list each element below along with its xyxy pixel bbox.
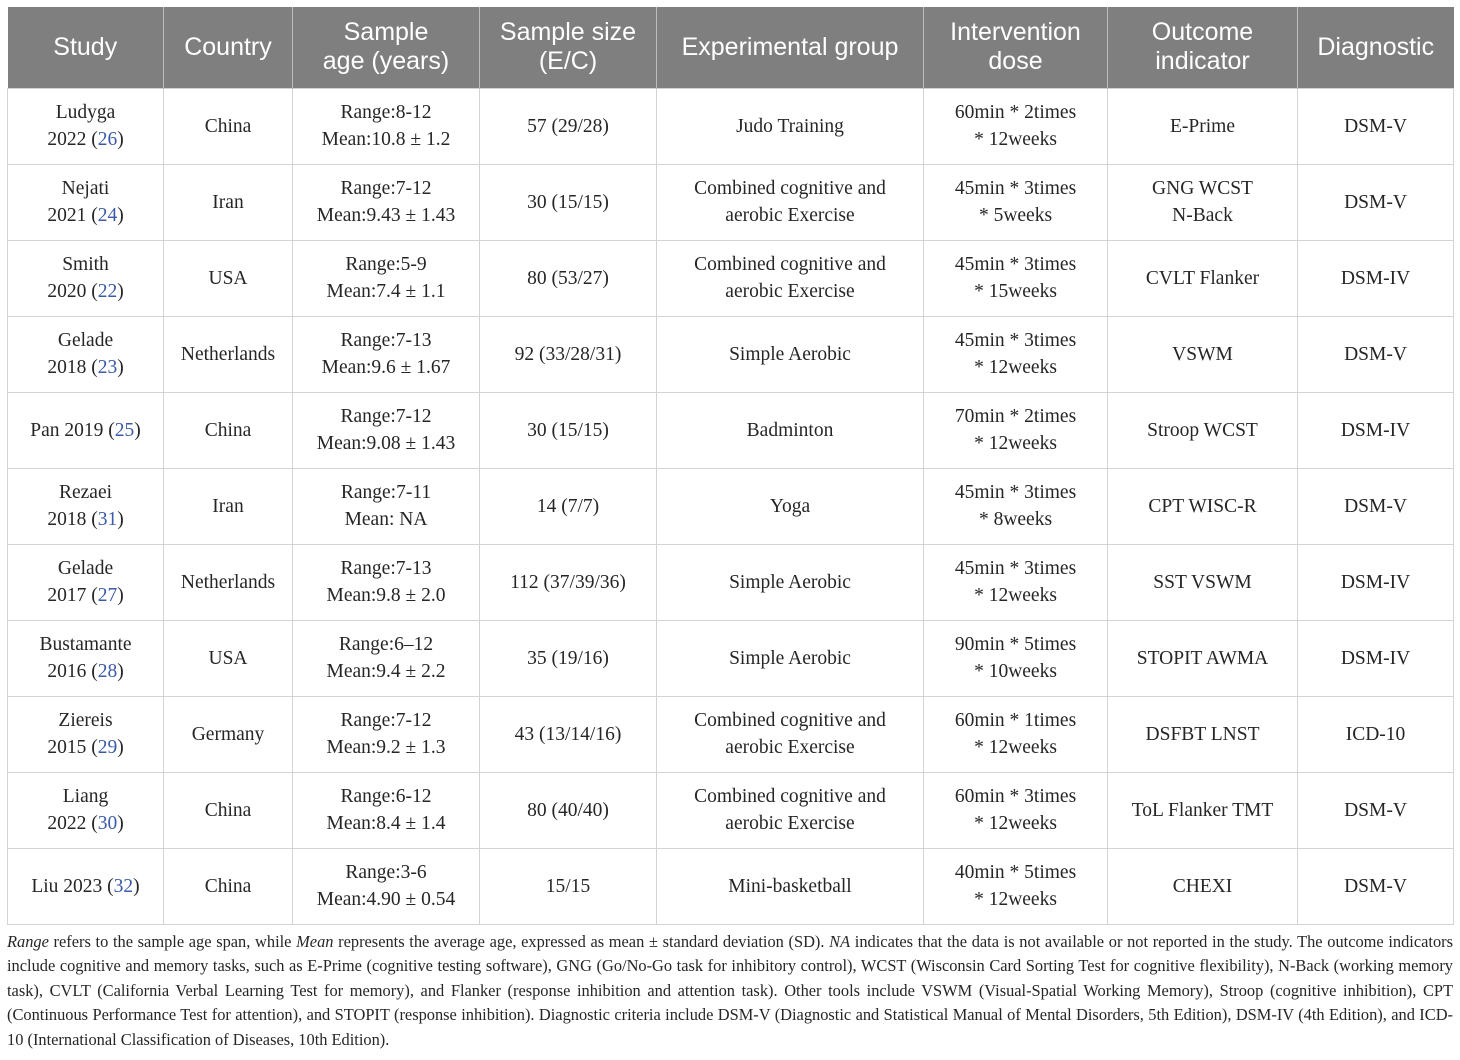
country-cell: Iran — [164, 468, 293, 544]
sample-age-cell — [293, 620, 480, 696]
age-range: Range:8-12 — [340, 102, 432, 123]
study-year-line — [14, 734, 157, 761]
dose-line: 45min * 3times — [954, 254, 1077, 275]
age-range: Range:5-9 — [345, 254, 427, 275]
reference-link[interactable]: 30 — [97, 813, 118, 834]
sample-age-cell — [293, 240, 480, 316]
experimental-group-line: aerobic Exercise — [725, 205, 855, 226]
diagnostic-cell: DSM-V — [1298, 88, 1454, 164]
outcome-indicator-cell — [1108, 772, 1298, 848]
sample-size-cell: 92 (33/28/31) — [480, 316, 657, 392]
outcome-indicator-cell — [1108, 164, 1298, 240]
country-cell: China — [164, 392, 293, 468]
study-author: Liang — [62, 786, 109, 807]
intervention-dose-cell — [924, 696, 1108, 772]
sample-age-cell — [293, 696, 480, 772]
study-year: Pan 2019 ( — [30, 419, 115, 441]
dose-line: 40min * 5times — [954, 862, 1077, 883]
country-cell: China — [164, 848, 293, 924]
sample-size-cell: 14 (7/7) — [480, 468, 657, 544]
study-author: Nejati — [61, 178, 110, 199]
dose-line: * 12weeks — [974, 585, 1057, 606]
study-year: 2022 ( — [47, 129, 98, 150]
experimental-group-line: Mini-basketball — [728, 875, 852, 897]
outcome-line: SST VSWM — [1153, 571, 1252, 593]
column-header-country: Country — [164, 7, 293, 88]
sample-size-cell: 80 (53/27) — [480, 240, 657, 316]
table-row — [8, 88, 1454, 164]
footnote-text-part: represents the average age, expressed as mean ± standard deviation (SD). — [333, 932, 830, 951]
experimental-group-cell — [657, 848, 924, 924]
sample-size-cell: 30 (15/15) — [480, 164, 657, 240]
sample-size-cell: 35 (19/16) — [480, 620, 657, 696]
footnote-range-term: Range — [7, 932, 49, 951]
outcome-indicator-cell — [1108, 848, 1298, 924]
study-year-line — [14, 873, 157, 900]
intervention-dose-cell — [924, 316, 1108, 392]
diagnostic-cell: DSM-V — [1298, 164, 1454, 240]
outcome-indicator-cell — [1108, 392, 1298, 468]
dose-line: 45min * 3times — [954, 178, 1077, 199]
table-body — [8, 88, 1454, 924]
study-year-line — [14, 278, 157, 305]
outcome-line: N-Back — [1172, 205, 1233, 226]
study-author: Ziereis — [58, 710, 113, 731]
experimental-group-line: Combined cognitive and — [694, 178, 886, 199]
country-cell: Germany — [164, 696, 293, 772]
age-range: Range:7-12 — [340, 406, 432, 427]
table-row — [8, 620, 1454, 696]
table-row — [8, 848, 1454, 924]
reference-close-paren: ) — [117, 585, 124, 606]
experimental-group-cell — [657, 240, 924, 316]
study-author: Smith — [62, 254, 109, 275]
dose-line: 45min * 3times — [954, 558, 1077, 579]
dose-line: * 12weeks — [974, 129, 1057, 150]
age-mean: Mean:4.90 ± 0.54 — [316, 889, 456, 910]
table-row — [8, 468, 1454, 544]
country-cell: China — [164, 772, 293, 848]
dose-line: * 15weeks — [974, 281, 1057, 302]
study-year: 2018 ( — [47, 357, 98, 378]
study-year: Liu 2023 ( — [31, 875, 114, 897]
sample-age-cell — [293, 468, 480, 544]
diagnostic-cell: DSM-V — [1298, 772, 1454, 848]
outcome-line: Stroop WCST — [1147, 419, 1258, 441]
sample-age-cell — [293, 164, 480, 240]
age-range: Range:7-13 — [340, 330, 432, 351]
age-mean: Mean:9.08 ± 1.43 — [316, 433, 456, 454]
diagnostic-cell: DSM-V — [1298, 316, 1454, 392]
dose-line: * 12weeks — [974, 433, 1057, 454]
outcome-line: CVLT Flanker — [1145, 267, 1260, 289]
experimental-group-line: Simple Aerobic — [729, 343, 851, 365]
country-cell: USA — [164, 240, 293, 316]
outcome-line: ToL Flanker TMT — [1131, 799, 1274, 821]
experimental-group-line: Judo Training — [736, 115, 844, 137]
study-cell — [8, 696, 164, 772]
sample-age-cell — [293, 848, 480, 924]
outcome-indicator-cell — [1108, 468, 1298, 544]
study-cell — [8, 88, 164, 164]
table-row — [8, 240, 1454, 316]
intervention-dose-cell — [924, 88, 1108, 164]
outcome-indicator-cell — [1108, 696, 1298, 772]
study-cell — [8, 772, 164, 848]
sample-size-cell: 30 (15/15) — [480, 392, 657, 468]
age-mean: Mean:9.2 ± 1.3 — [326, 737, 446, 758]
sample-size-cell: 43 (13/14/16) — [480, 696, 657, 772]
dose-line: * 10weeks — [974, 661, 1057, 682]
reference-link[interactable]: 32 — [113, 875, 134, 897]
reference-link[interactable]: 24 — [97, 205, 118, 226]
table-row — [8, 392, 1454, 468]
dose-line: * 12weeks — [974, 813, 1057, 834]
outcome-indicator-cell — [1108, 544, 1298, 620]
experimental-group-cell — [657, 316, 924, 392]
experimental-group-line: Combined cognitive and — [694, 254, 886, 275]
column-header-sample-age: Sample age (years) — [293, 7, 480, 88]
dose-line: 60min * 1times — [954, 710, 1077, 731]
dose-line: 45min * 3times — [954, 482, 1077, 503]
experimental-group-line: Yoga — [769, 495, 811, 517]
reference-close-paren: ) — [134, 419, 141, 441]
experimental-group-cell — [657, 544, 924, 620]
study-author: Ludyga — [55, 102, 116, 123]
study-year-line — [14, 126, 157, 153]
experimental-group-cell — [657, 88, 924, 164]
age-mean: Mean:9.4 ± 2.2 — [326, 661, 446, 682]
study-author: Gelade — [57, 558, 114, 579]
outcome-indicator-cell — [1108, 240, 1298, 316]
experimental-group-line: Combined cognitive and — [694, 710, 886, 731]
header-row — [8, 7, 1454, 88]
age-mean: Mean:9.6 ± 1.67 — [321, 357, 451, 378]
intervention-dose-cell — [924, 240, 1108, 316]
table-row — [8, 164, 1454, 240]
study-year-line — [14, 658, 157, 685]
study-cell — [8, 544, 164, 620]
intervention-dose-cell — [924, 164, 1108, 240]
reference-close-paren: ) — [117, 129, 124, 150]
study-year-line — [14, 810, 157, 837]
sample-age-cell — [293, 316, 480, 392]
age-mean: Mean:10.8 ± 1.2 — [321, 129, 451, 150]
study-year-line — [14, 417, 157, 444]
dose-line: * 8weeks — [978, 509, 1053, 530]
reference-link[interactable]: 26 — [97, 129, 118, 150]
reference-link[interactable]: 25 — [114, 419, 135, 441]
reference-link[interactable]: 27 — [97, 585, 118, 606]
intervention-dose-cell — [924, 544, 1108, 620]
experimental-group-line: Badminton — [746, 419, 834, 441]
reference-close-paren: ) — [117, 509, 124, 530]
study-author: Rezaei — [58, 482, 113, 503]
dose-line: 60min * 2times — [954, 102, 1077, 123]
study-year-line — [14, 202, 157, 229]
study-year: 2021 ( — [47, 205, 98, 226]
age-mean: Mean: NA — [344, 509, 428, 530]
experimental-group-line: aerobic Exercise — [725, 737, 855, 758]
outcome-line: DSFBT LNST — [1145, 723, 1260, 745]
age-range: Range:7-12 — [340, 710, 432, 731]
diagnostic-cell: DSM-V — [1298, 848, 1454, 924]
outcome-indicator-cell — [1108, 316, 1298, 392]
study-year-line — [14, 506, 157, 533]
sample-size-cell: 112 (37/39/36) — [480, 544, 657, 620]
age-mean: Mean:7.4 ± 1.1 — [326, 281, 446, 302]
study-author: Bustamante — [39, 634, 132, 655]
reference-close-paren: ) — [117, 205, 124, 226]
reference-close-paren: ) — [117, 737, 124, 758]
study-cell — [8, 468, 164, 544]
diagnostic-cell: DSM-IV — [1298, 544, 1454, 620]
column-header-diagnostic: Diagnostic — [1298, 7, 1454, 88]
column-header-study: Study — [8, 7, 164, 88]
dose-line: 70min * 2times — [954, 406, 1077, 427]
footnote-na-term: NA — [829, 932, 851, 951]
study-cell — [8, 240, 164, 316]
footnote-text-part: refers to the sample age span, while — [48, 932, 297, 951]
intervention-dose-cell — [924, 392, 1108, 468]
dose-line: * 12weeks — [974, 889, 1057, 910]
table-header — [8, 7, 1454, 88]
sample-size-cell: 15/15 — [480, 848, 657, 924]
age-range: Range:7-12 — [340, 178, 432, 199]
study-cell — [8, 164, 164, 240]
dose-line: 45min * 3times — [954, 330, 1077, 351]
country-cell: Iran — [164, 164, 293, 240]
dose-line: * 5weeks — [978, 205, 1053, 226]
reference-close-paren: ) — [117, 281, 124, 302]
dose-line: * 12weeks — [974, 737, 1057, 758]
reference-close-paren: ) — [117, 813, 124, 834]
intervention-dose-cell — [924, 468, 1108, 544]
experimental-group-cell — [657, 164, 924, 240]
diagnostic-cell: ICD-10 — [1298, 696, 1454, 772]
reference-link[interactable]: 22 — [97, 281, 118, 302]
column-header-intervention-dose: Intervention dose — [924, 7, 1108, 88]
age-range: Range:3-6 — [345, 862, 427, 883]
intervention-dose-cell — [924, 620, 1108, 696]
sample-age-cell — [293, 88, 480, 164]
intervention-dose-cell — [924, 848, 1108, 924]
age-range: Range:6-12 — [340, 786, 432, 807]
reference-link[interactable]: 31 — [97, 509, 118, 530]
table-footnote — [7, 930, 1453, 1052]
sample-size-cell: 57 (29/28) — [480, 88, 657, 164]
age-mean: Mean:9.43 ± 1.43 — [316, 205, 456, 226]
reference-link[interactable]: 23 — [97, 357, 118, 378]
study-year: 2018 ( — [47, 509, 98, 530]
table-row — [8, 772, 1454, 848]
country-cell: China — [164, 88, 293, 164]
sample-size-cell: 80 (40/40) — [480, 772, 657, 848]
outcome-indicator-cell — [1108, 620, 1298, 696]
study-year: 2015 ( — [47, 737, 98, 758]
study-year-line — [14, 582, 157, 609]
study-year: 2022 ( — [47, 813, 98, 834]
study-cell — [8, 620, 164, 696]
experimental-group-line: aerobic Exercise — [725, 281, 855, 302]
outcome-line: GNG WCST — [1152, 178, 1253, 199]
country-cell: USA — [164, 620, 293, 696]
sample-age-cell — [293, 392, 480, 468]
sample-age-cell — [293, 544, 480, 620]
age-range: Range:7-13 — [340, 558, 432, 579]
column-header-outcome-indicator: Outcome indicator — [1108, 7, 1298, 88]
outcome-line: STOPIT AWMA — [1136, 647, 1269, 669]
experimental-group-line: Simple Aerobic — [729, 647, 851, 669]
dose-line: 60min * 3times — [954, 786, 1077, 807]
outcome-line: CPT WISC-R — [1148, 495, 1257, 517]
study-cell — [8, 848, 164, 924]
table-row — [8, 316, 1454, 392]
reference-close-paren: ) — [133, 875, 140, 897]
experimental-group-cell — [657, 392, 924, 468]
study-cell — [8, 392, 164, 468]
dose-line: * 12weeks — [974, 357, 1057, 378]
reference-close-paren: ) — [117, 357, 124, 378]
experimental-group-line: Simple Aerobic — [729, 571, 851, 593]
dose-line: 90min * 5times — [954, 634, 1077, 655]
experimental-group-cell — [657, 772, 924, 848]
diagnostic-cell: DSM-V — [1298, 468, 1454, 544]
diagnostic-cell: DSM-IV — [1298, 240, 1454, 316]
column-header-sample-size: Sample size (E/C) — [480, 7, 657, 88]
study-cell — [8, 316, 164, 392]
reference-link[interactable]: 28 — [97, 661, 118, 682]
study-year-line — [14, 354, 157, 381]
age-range: Range:6–12 — [338, 634, 434, 655]
sample-age-cell — [293, 772, 480, 848]
experimental-group-line: Combined cognitive and — [694, 786, 886, 807]
table-row — [8, 696, 1454, 772]
intervention-dose-cell — [924, 772, 1108, 848]
experimental-group-cell — [657, 620, 924, 696]
diagnostic-cell: DSM-IV — [1298, 620, 1454, 696]
country-cell: Netherlands — [164, 544, 293, 620]
country-cell: Netherlands — [164, 316, 293, 392]
age-range: Range:7-11 — [340, 482, 432, 503]
table-row — [8, 544, 1454, 620]
age-mean: Mean:8.4 ± 1.4 — [326, 813, 446, 834]
studies-table — [7, 7, 1454, 925]
study-year: 2016 ( — [47, 661, 98, 682]
reference-close-paren: ) — [117, 661, 124, 682]
outcome-line: E-Prime — [1170, 115, 1235, 137]
reference-link[interactable]: 29 — [97, 737, 118, 758]
experimental-group-cell — [657, 468, 924, 544]
outcome-line: VSWM — [1172, 343, 1233, 365]
experimental-group-cell — [657, 696, 924, 772]
diagnostic-cell: DSM-IV — [1298, 392, 1454, 468]
outcome-indicator-cell — [1108, 88, 1298, 164]
age-mean: Mean:9.8 ± 2.0 — [326, 585, 446, 606]
study-year: 2017 ( — [47, 585, 98, 606]
column-header-experimental-group: Experimental group — [657, 7, 924, 88]
experimental-group-line: aerobic Exercise — [725, 813, 855, 834]
outcome-line: CHEXI — [1172, 875, 1233, 897]
footnote-text-part: indicates that the data is not available or not reported in the study. The outcome indicators include cognitive and memory tasks, such as E-Prime (cognitive testing software), GNG (Go/No-Go task for inhibitory control), WCST (Wisconsin Card Sorting Test for cognitive flexibility), N-Back (working memory task), CVLT (California Verbal Learning Test for memory), and Flanker (response inhibition and attention task). Other tools include VSWM (Visual-Spatial Working Memory), Stroop (cognitive inhibition), CPT (Continuous Performance Test for attention), and STOPIT (response inhibition). Diagnostic criteria include DSM-V (Diagnostic and Statistical Manual of Mental Disorders, 5th Edition), DSM-IV (4th Edition), and ICD-10 (International Classification of Diseases, 10th Edition). — [7, 932, 1454, 1049]
study-author: Gelade — [57, 330, 114, 351]
footnote-mean-term: Mean — [296, 932, 334, 951]
study-year: 2020 ( — [47, 281, 98, 302]
